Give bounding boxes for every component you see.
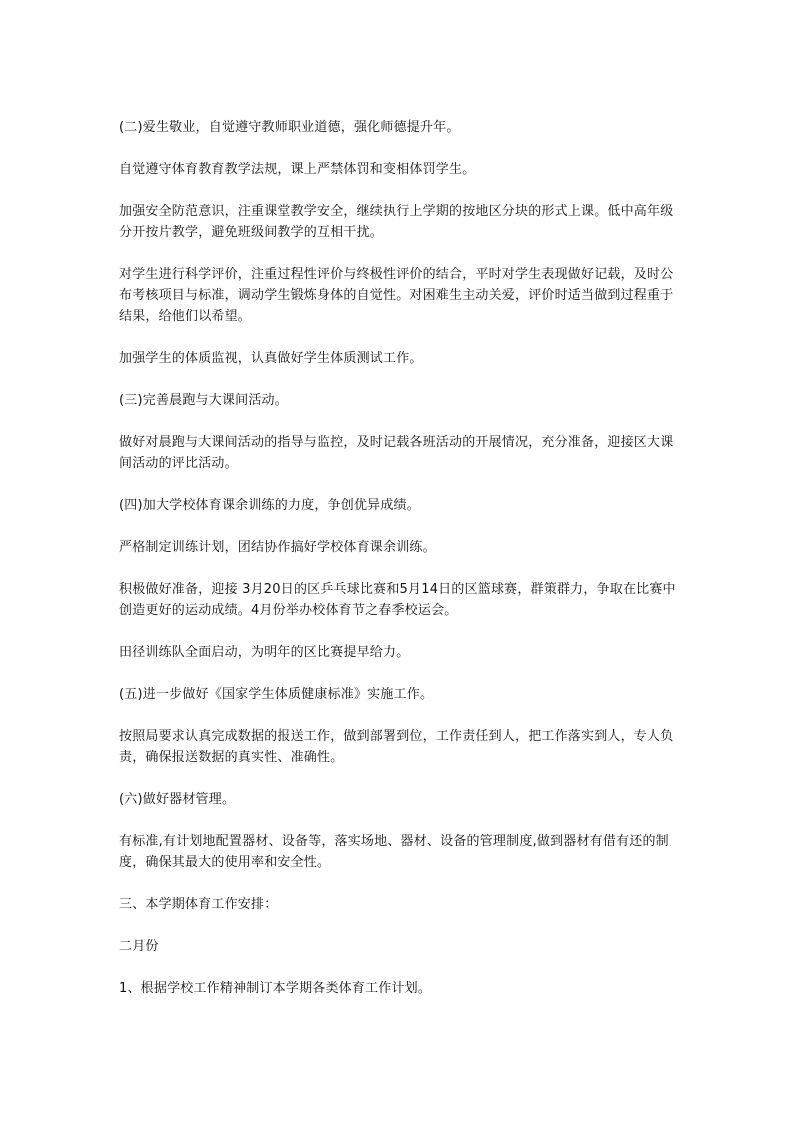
paragraph-12: (五)进一步做好《国家学生体质健康标准》实施工作。 — [119, 687, 434, 702]
paragraph-9: 严格制定训练计划，团结协作搞好学校体育课余训练。 — [119, 540, 436, 555]
paragraph-11: 田径训练队全面启动，为明年的区比赛提早给力。 — [119, 645, 410, 660]
paragraph-17: 二月份 — [119, 939, 159, 954]
paragraph-14: (六)做好器材管理。 — [119, 792, 236, 807]
paragraph-7: 做好对晨跑与大课间活动的指导与监控，及时记载各班活动的开展情况，充分准备，迎接区大课间活动的评比活动。 — [119, 435, 674, 471]
paragraph-16: 三、本学期体育工作安排： — [119, 897, 278, 912]
paragraph-10: 积极做好准备，迎接 3月20日的区乒乓球比赛和5月14日的区篮球赛，群策群力，争取在比赛中创造更好的运动成绩。4月份举办校体育节之春季校运会。 — [119, 582, 676, 618]
paragraph-13: 按照局要求认真完成数据的报送工作，做到部署到位，工作责任到人，把工作落实到人，专人负责，确保报送数据的真实性、准确性。 — [119, 729, 674, 765]
paragraph-6: (三)完善晨跑与大课间活动。 — [119, 393, 288, 408]
paragraph-1: (二)爱生敬业，自觉遵守教师职业道德，强化师德提升年。 — [119, 120, 460, 135]
paragraph-5: 加强学生的体质监视，认真做好学生体质测试工作。 — [119, 351, 423, 366]
paragraph-4: 对学生进行科学评价，注重过程性评价与终极性评价的结合，平时对学生表现做好记载，及时公布考核项目与标准，调动学生锻炼身体的自觉性。对困难生主动关爱，评价时适当做到过程重于结果，给他们以希望。 — [119, 267, 674, 324]
paragraph-18: 1、根据学校工作精神制订本学期各类体育工作计划。 — [119, 981, 432, 996]
paragraph-15: 有标准,有计划地配置器材、设备等，落实场地、器材、设备的管理制度,做到器材有借有还的制度，确保其最大的使用率和安全性。 — [119, 834, 669, 870]
paragraph-2: 自觉遵守体育教育教学法规，课上严禁体罚和变相体罚学生。 — [119, 162, 476, 177]
document-page — [119, 117, 681, 999]
paragraph-8: (四)加大学校体育课余训练的力度，争创优异成绩。 — [119, 498, 420, 513]
paragraph-3: 加强安全防范意识，注重课堂教学安全，继续执行上学期的按地区分块的形式上课。低中高年级分开按片教学，避免班级间教学的互相干扰。 — [119, 204, 674, 240]
